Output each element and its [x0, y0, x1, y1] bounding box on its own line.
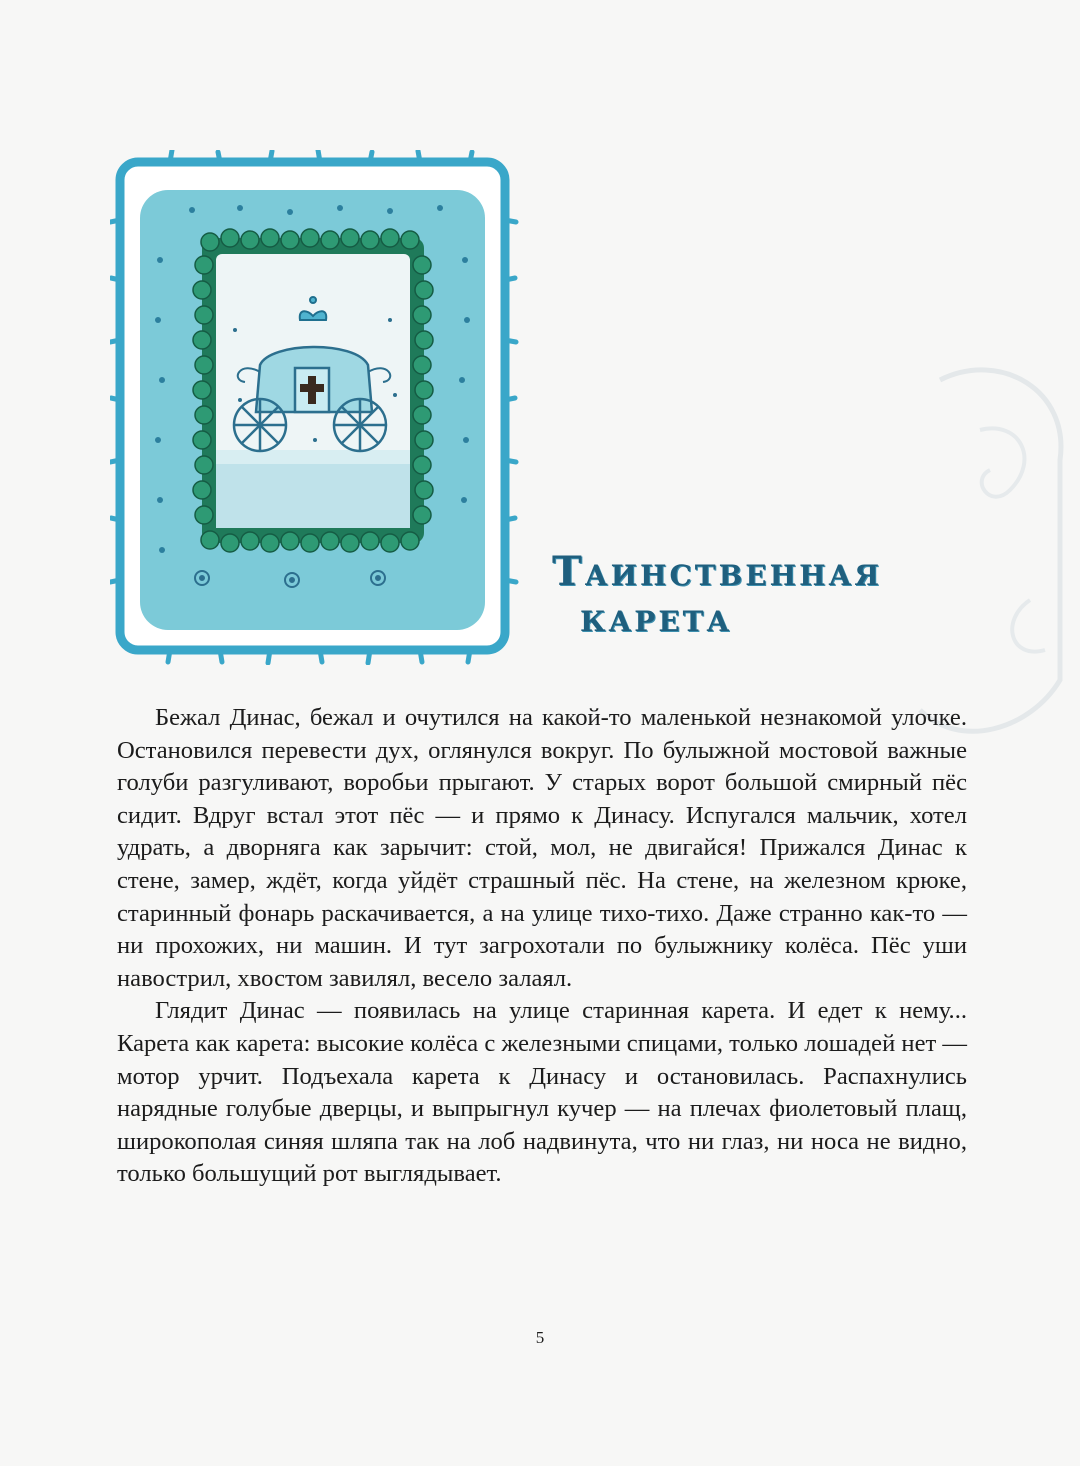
chapter-title-line-1: Таинственная	[552, 548, 883, 595]
carriage-illustration-icon	[110, 150, 520, 665]
chapter-title-line-2: карета	[580, 594, 733, 641]
paragraph: Бежал Динас, бежал и очутился на какой-то маленькой незнакомой улочке. Остановился перевести дух, оглянулся вокруг. По булыжной мостовой важные голуби разгуливают, воробьи прыгают. У старых ворот большой смирный пёс сидит. Вдруг встал этот пёс — и прямо к Динасу. Испугался мальчик, хотел удрать, а дворняга как зарычит: стой, мол, не двигайся! Прижался Динас к стене, замер, ждёт, когда уйдёт страшный пёс. На стене, на железном крюке, старинный фонарь раскачивается, а на улице тихо-тихо. Даже странно как-то — ни прохожих, ни машин. И тут загрохотали по булыжнику колёса. Пёс уши навострил, хвостом завилял, весело залаял.	[117, 704, 967, 992]
chapter-title	[552, 548, 972, 641]
story-text	[117, 702, 967, 1191]
paragraph: Глядит Динас — появилась на улице старинная карета. И едет к нему... Карета как карета: высокие колёса с железными спицами, только лошадей нет — мотор урчит. Подъехала карета к Динасу и остановилась. Распахнулись нарядные голубые дверцы, и выпрыгнул кучер — на плечах фиолетовый плащ, широкополая синяя шляпа так на лоб надвинута, что ни глаз, ни носа не видно, только большущий рот выглядывает.	[117, 997, 967, 1188]
page-number: 5	[535, 1328, 545, 1347]
